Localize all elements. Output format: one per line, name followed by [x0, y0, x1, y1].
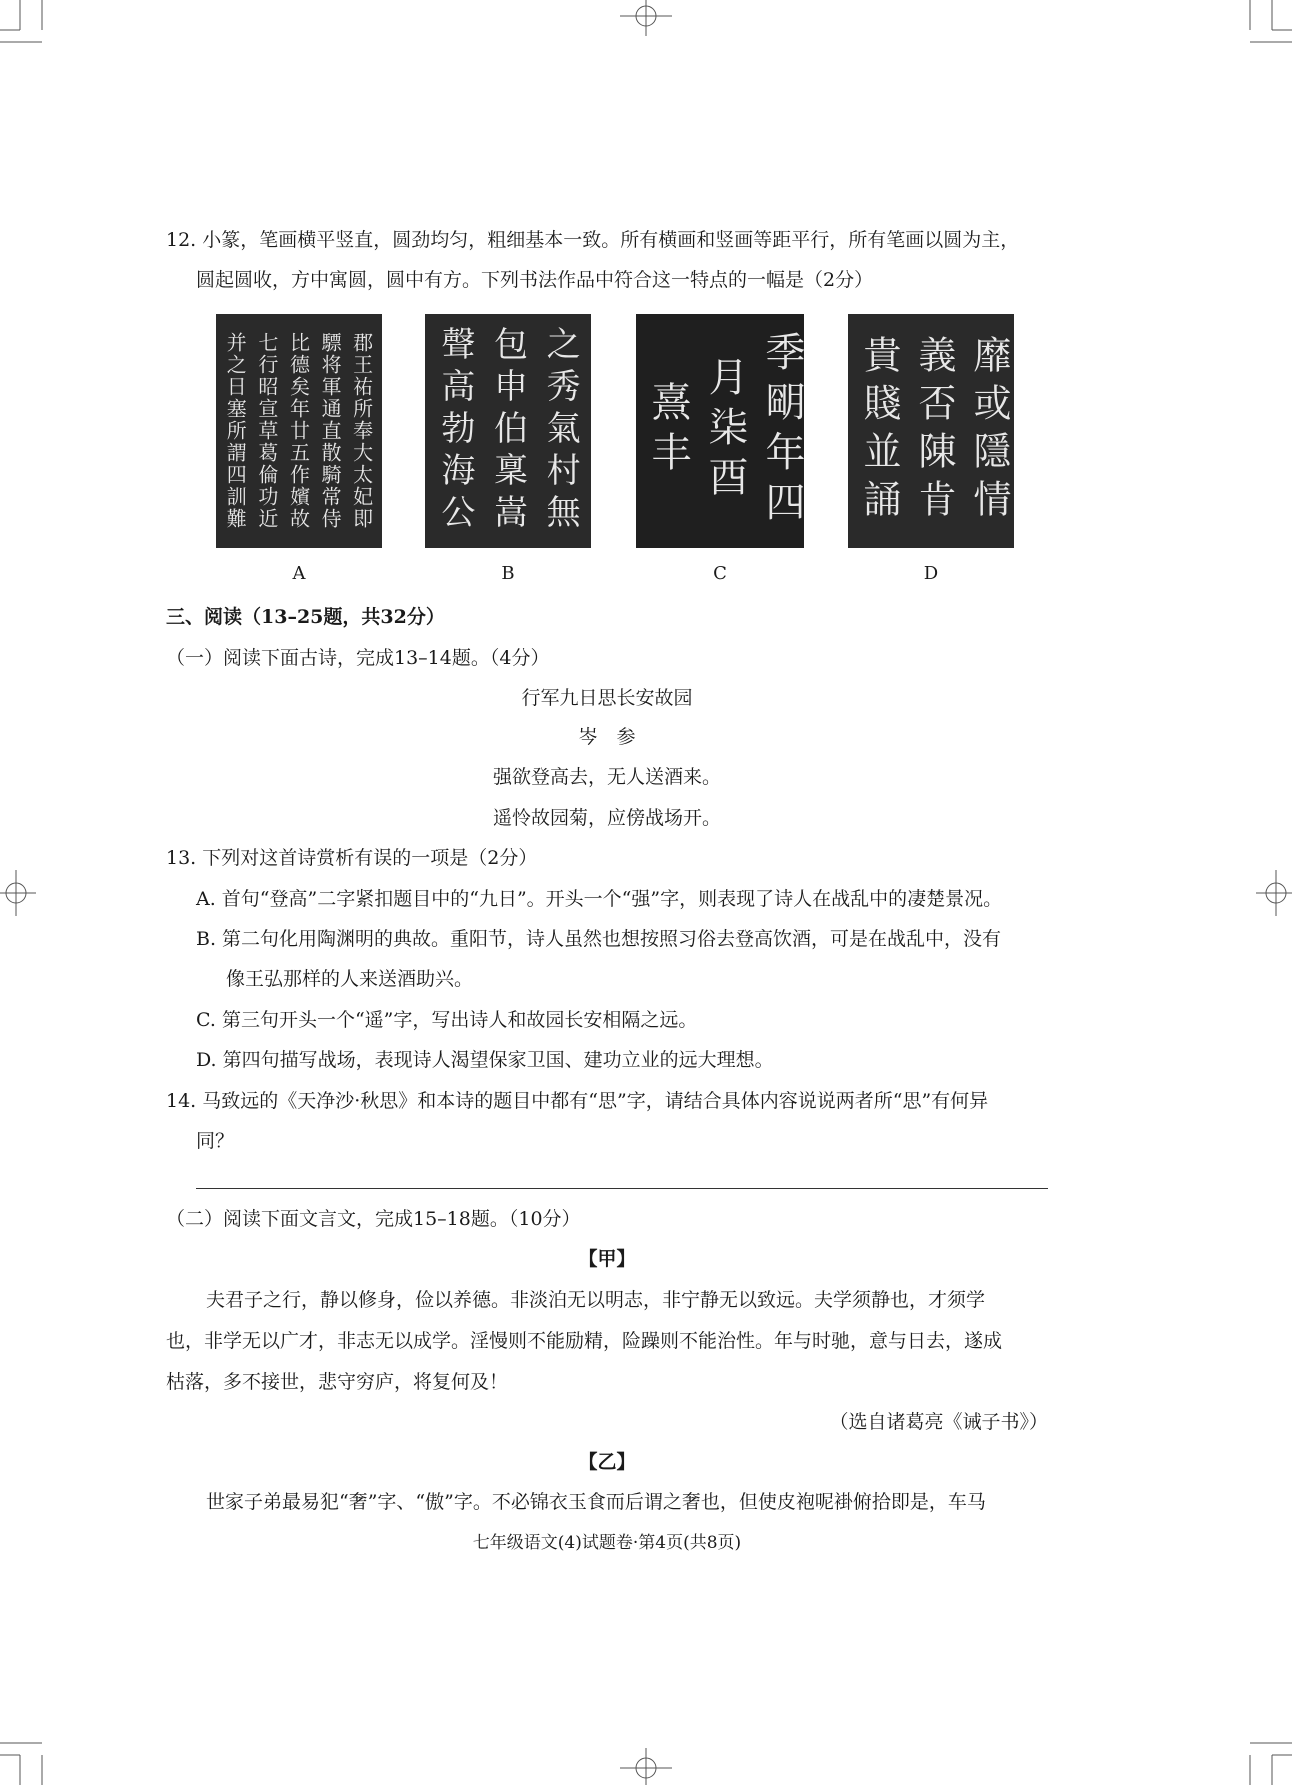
page-footer: 七年级语文(4)试题卷·第4页(共8页): [472, 1533, 742, 1553]
image-label-d: D: [923, 563, 939, 584]
calligraphy-column: 靡或隱情: [967, 335, 1011, 527]
calligraphy-column: 包申伯稟嵩: [487, 326, 528, 536]
calligraphy-image-a: [216, 314, 382, 548]
calligraphy-image-b: [425, 314, 591, 548]
part1-intro: （一）阅读下面古诗，完成13–14题。（4分）: [166, 647, 550, 669]
passage-jia-line: 也，非学无以广才，非志无以成学。淫慢则不能励精，险躁则不能治性。年与时驰，意与日去，遂成: [166, 1330, 1003, 1352]
q14-stem-line1: 14. 马致远的《天净沙·秋思》和本诗的题目中都有“思”字，请结合具体内容说说两者所“思”有何异: [166, 1090, 989, 1112]
passage-jia-line: 枯落，多不接世，悲守穷庐，将复何及！: [166, 1371, 509, 1393]
image-label-a: A: [292, 563, 306, 584]
section-title: 三、阅读（13–25题，共32分）: [166, 606, 445, 628]
passage-jia-line: 夫君子之行，静以修身，俭以养德。非淡泊无以明志，非宁静无以致远。夫学须静也，才须学: [206, 1289, 986, 1311]
q13-option-b-line2: 像王弘那样的人来送酒助兴。: [226, 968, 474, 990]
q13-stem: 13. 下列对这首诗赏析有误的一项是（2分）: [166, 847, 538, 869]
q13-option-a: A. 首句“登高”二字紧扣题目中的“九日”。开头一个“强”字，则表现了诗人在战乱中的凄楚景况。: [196, 888, 1003, 910]
poem-title: 行军九日思长安故园: [521, 687, 693, 709]
calligraphy-image-d: [848, 314, 1014, 548]
passage-jia-title: 【甲】: [578, 1248, 636, 1270]
q14-stem-line2: 同？: [196, 1130, 235, 1152]
q13-option-d: D. 第四句描写战场，表现诗人渴望保家卫国、建功立业的远大理想。: [196, 1049, 774, 1071]
calligraphy-column: 貴賤並誦: [857, 335, 901, 527]
calligraphy-column: 季朙年四: [759, 331, 805, 531]
calligraphy-image-c: [636, 314, 804, 548]
passage-jia-source: （选自诸葛亮《诫子书》）: [829, 1411, 1048, 1433]
image-label-b: B: [501, 563, 515, 584]
passage-yi-title: 【乙】: [578, 1451, 636, 1473]
poem-line: 遥怜故园菊，应傍战场开。: [492, 807, 721, 829]
calligraphy-column: 月柒酉: [702, 356, 748, 506]
image-label-c: C: [713, 563, 727, 584]
q13-option-b-line1: B. 第二句化用陶渊明的典故。重阳节，诗人虽然也想按照习俗去登高饮酒，可是在战乱中，没有: [196, 928, 1002, 950]
calligraphy-column: 驃将軍通直散騎常侍: [318, 332, 343, 530]
calligraphy-column: 七行昭宣草葛倫功近: [254, 332, 279, 530]
calligraphy-column: 熹丰: [645, 381, 691, 481]
part2-intro: （二）阅读下面文言文，完成15–18题。（10分）: [166, 1208, 581, 1230]
q12-stem-line2: 圆起圆收，方中寓圆，圆中有方。下列书法作品中符合这一特点的一幅是（2分）: [196, 269, 874, 291]
poem-line: 强欲登高去，无人送酒来。: [492, 766, 721, 788]
calligraphy-column: 之秀氣村無: [540, 326, 581, 536]
passage-yi-line: 世家子弟最易犯“奢”字、“傲”字。不必锦衣玉食而后谓之奢也，但使皮袍呢褂俯拾即是，车马: [206, 1491, 986, 1513]
calligraphy-column: 聲高勃海公: [434, 326, 475, 536]
q13-option-c: C. 第三句开头一个“遥”字，写出诗人和故园长安相隔之远。: [196, 1009, 698, 1031]
poem-author: 岑 参: [578, 726, 636, 748]
calligraphy-column: 郡王祐所奉大太妃即: [349, 332, 374, 530]
calligraphy-column: 比德矣年廿五作嬪故: [286, 332, 311, 530]
calligraphy-column: 義否陳肯: [912, 335, 956, 527]
q12-stem-line1: 12. 小篆，笔画横平竖直，圆劲均匀，粗细基本一致。所有横画和竖画等距平行，所有笔画以圆为主，: [166, 229, 1020, 251]
calligraphy-column: 并之日塞所謂四訓難: [223, 332, 248, 530]
answer-line[interactable]: [196, 1188, 1048, 1189]
